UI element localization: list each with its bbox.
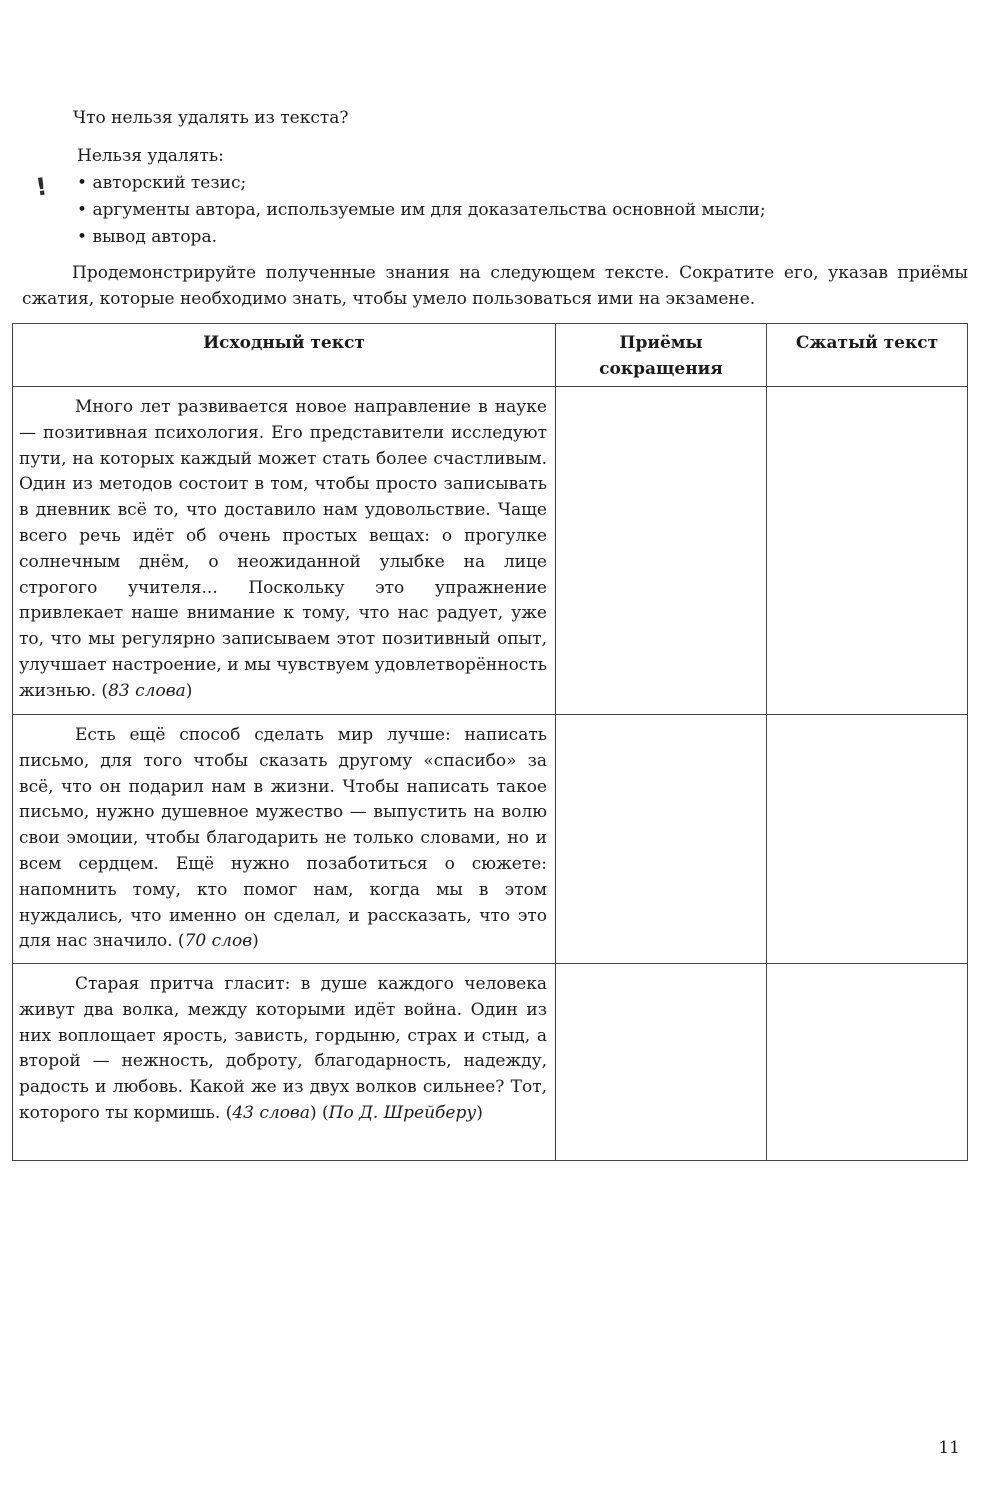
source-attribution: По Д. Шрейберу [328,1102,477,1123]
word-count: 70 слов [184,931,253,952]
compressed-text-cell[interactable] [767,715,968,964]
techniques-cell[interactable] [556,715,767,964]
compression-table [12,323,968,1161]
rule-item: • вывод автора. [77,224,766,251]
table-row [13,715,968,964]
source-text: Много лет развивается новое направление в науке — позитивная психология. Его представители исследуют пути, на которых каждый может стать более счастливым. Один из методов состоит в том, чтобы просто записывать в дневник всё то, что доставило нам удовольствие. Чаще всего речь идёт об очень простых вещах: о прогулке солнечным днём, о неожиданной улыбке на лице строгого учителя... Поскольку это упражнение привлекает наше внимание к тому, что нас радует, уже то, что мы регулярно записываем этот позитивный опыт, улучшает настроение, и мы чувствуем удовлетворённость жизнью. [19,397,547,701]
rule-item: • авторский тезис; [77,170,766,197]
exclamation-icon: ! [34,172,49,202]
source-text: Старая притча гласит: в душе каждого человека живут два волка, между которыми идёт война. Один из них воплощает ярость, зависть, гордыню, страх и стыд, а второй — нежность, доброту, благодарность, надежду, радость и любовь. Какой же из двух волков сильнее? Тот, которого ты кормишь. [19,974,547,1123]
task-instruction: Продемонстрируйте полученные знания на следующем тексте. Сократите его, указав приёмы сжатия, которые необходимо знать, чтобы умело пользоваться ими на экзамене. [22,263,968,309]
header-techniques: Приёмы сокращения [556,324,767,387]
header-compressed-text: Сжатый текст [767,324,968,387]
word-count: 43 слова [232,1102,310,1123]
source-text-cell: Есть ещё способ сделать мир лучше: написать письмо, для того чтобы сказать другому «спасибо» за всё, что он подарил нам в жизни. Чтобы написать такое письмо, нужно душевное мужество — выпустить на волю свои эмоции, чтобы благодарить не только словами, но и всем сердцем. Ещё нужно позаботиться о сюжете: напомнить тому, кто помог нам, когда мы в этом нуждались, что именно он сделал, и рассказать, что это для нас значило. (70 слов) [13,715,556,964]
rule-title: Нельзя удалять: [77,146,224,166]
question-heading: Что нельзя удалять из текста? [73,108,349,128]
compressed-text-cell[interactable] [767,387,968,715]
rule-block [77,143,766,251]
word-count: 83 слова [108,680,186,701]
techniques-cell[interactable] [556,387,767,715]
rule-item: • аргументы автора, используемые им для доказательства основной мысли; [77,197,766,224]
header-source-text: Исходный текст [13,324,556,387]
table-header-row [13,324,968,387]
table-row [13,964,968,1161]
page-number: 11 [938,1438,960,1458]
table-row [13,387,968,715]
compressed-text-cell[interactable] [767,964,968,1161]
source-text: Есть ещё способ сделать мир лучше: написать письмо, для того чтобы сказать другому «спасибо» за всё, что он подарил нам в жизни. Чтобы написать такое письмо, нужно душевное мужество — выпустить на волю свои эмоции, чтобы благодарить не только словами, но и всем сердцем. Ещё нужно позаботиться о сюжете: напомнить тому, кто помог нам, когда мы в этом нуждались, что именно он сделал, и рассказать, что это для нас значило. [19,725,547,952]
techniques-cell[interactable] [556,964,767,1161]
source-text-cell: Старая притча гласит: в душе каждого человека живут два волка, между которыми идёт война. Один из них воплощает ярость, зависть, гордыню, страх и стыд, а второй — нежность, доброту, благодарность, надежду, радость и любовь. Какой же из двух волков сильнее? Тот, которого ты кормишь. (43 слова) (По Д. Шрейберу) [13,964,556,1161]
source-text-cell: Много лет развивается новое направление в науке — позитивная психология. Его представители исследуют пути, на которых каждый может стать более счастливым. Один из методов состоит в том, чтобы просто записывать в дневник всё то, что доставило нам удовольствие. Чаще всего речь идёт об очень простых вещах: о прогулке солнечным днём, о неожиданной улыбке на лице строгого учителя... Поскольку это упражнение привлекает наше внимание к тому, что нас радует, уже то, что мы регулярно записываем этот позитивный опыт, улучшает настроение, и мы чувствуем удовлетворённость жизнью. (83 слова) [13,387,556,715]
